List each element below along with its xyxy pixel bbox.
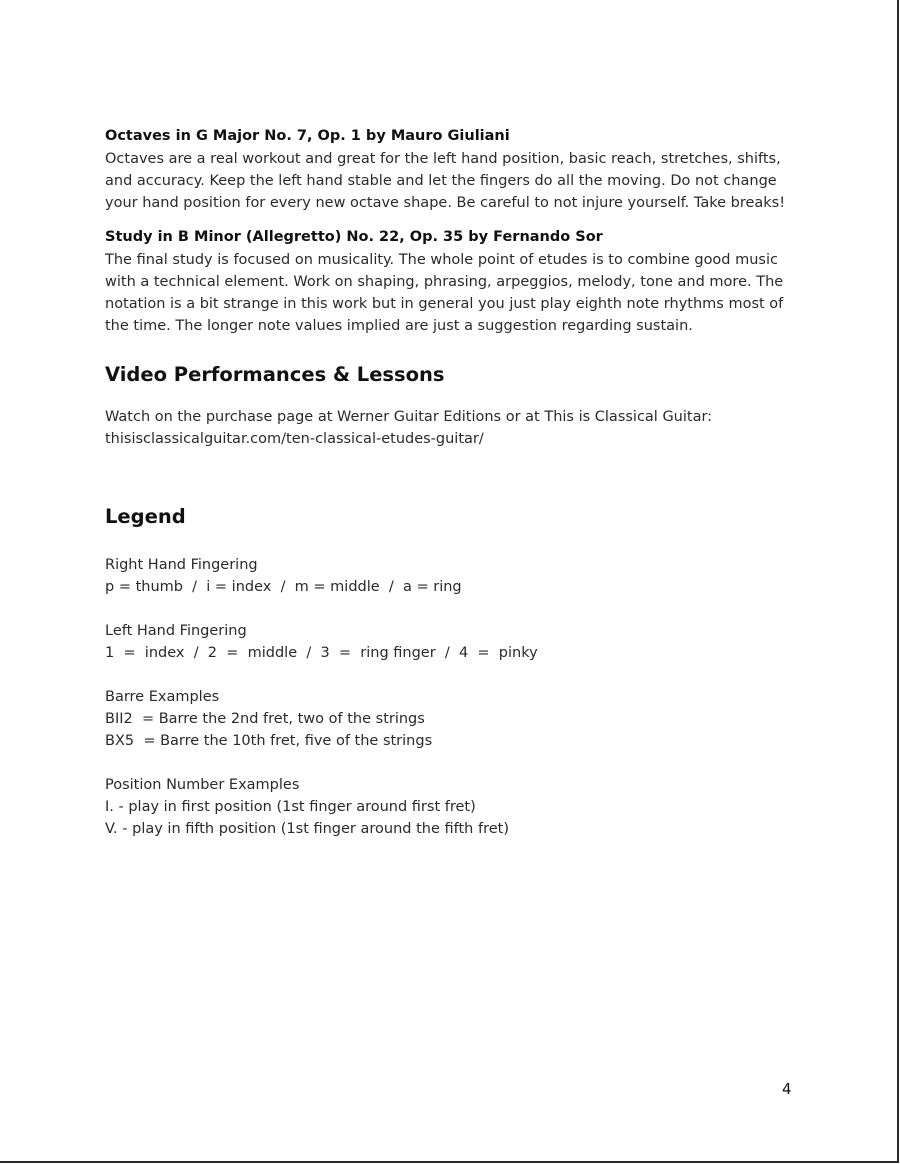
legend-group-value: p = thumb / i = index / m = middle / a = ring <box>105 579 462 596</box>
video-url: thisisclassicalguitar.com/ten-classical-etudes-guitar/ <box>105 431 484 448</box>
legend-example: V. - play in fifth position (1st finger around the fifth fret) <box>105 821 509 838</box>
video-section-heading: Video Performances & Lessons <box>105 363 445 387</box>
legend-right-hand <box>105 554 795 598</box>
legend-left-hand <box>105 620 795 664</box>
study-sor <box>105 226 795 338</box>
study-giuliani <box>105 125 795 215</box>
legend-group-title: Left Hand Fingering <box>105 623 247 640</box>
legend-example: I. - play in first position (1st finger around first fret) <box>105 799 476 816</box>
page-content <box>105 125 795 840</box>
text-line: Octaves are a real workout and great for the left hand position, basic reach, stretches, shifts, <box>105 151 781 167</box>
study-title: Octaves in G Major No. 7, Op. 1 by Mauro Giuliani <box>105 128 510 144</box>
page-number: 4 <box>782 1080 792 1098</box>
legend-barre <box>105 686 795 752</box>
legend-group-value: 1 = index / 2 = middle / 3 = ring finger / 4 = pinky <box>105 645 538 662</box>
text-line: and accuracy. Keep the left hand stable and let the fingers do all the moving. Do not change <box>105 173 777 190</box>
legend-group-title: Right Hand Fingering <box>105 557 258 574</box>
video-description <box>105 406 795 450</box>
legend-heading: Legend <box>105 505 186 529</box>
video-text-line: Watch on the purchase page at Werner Guitar Editions or at This is Classical Guitar: <box>105 409 713 426</box>
text-line: The final study is focused on musicality. The whole point of etudes is to combine good music <box>105 251 778 268</box>
text-line: the time. The longer note values implied are just a suggestion regarding sustain. <box>105 318 693 335</box>
text-line: with a technical element. Work on shaping, phrasing, arpeggios, melody, tone and more. The <box>105 273 784 290</box>
legend-list <box>105 554 795 840</box>
legend-group-title: Position Number Examples <box>105 777 300 794</box>
study-description <box>105 249 795 338</box>
legend-example: BX5 = Barre the 10th fret, five of the strings <box>105 733 433 750</box>
study-title: Study in B Minor (Allegretto) No. 22, Op. 35 by Fernando Sor <box>105 228 603 245</box>
legend-position <box>105 774 795 840</box>
legend-group-title: Barre Examples <box>105 689 220 706</box>
text-line: notation is a bit strange in this work but in general you just play eighth note rhythms most of <box>105 296 784 313</box>
legend-example: BII2 = Barre the 2nd fret, two of the strings <box>105 711 425 728</box>
text-line: your hand position for every new octave shape. Be careful to not injure yourself. Take breaks! <box>105 195 786 212</box>
study-description <box>105 148 795 215</box>
